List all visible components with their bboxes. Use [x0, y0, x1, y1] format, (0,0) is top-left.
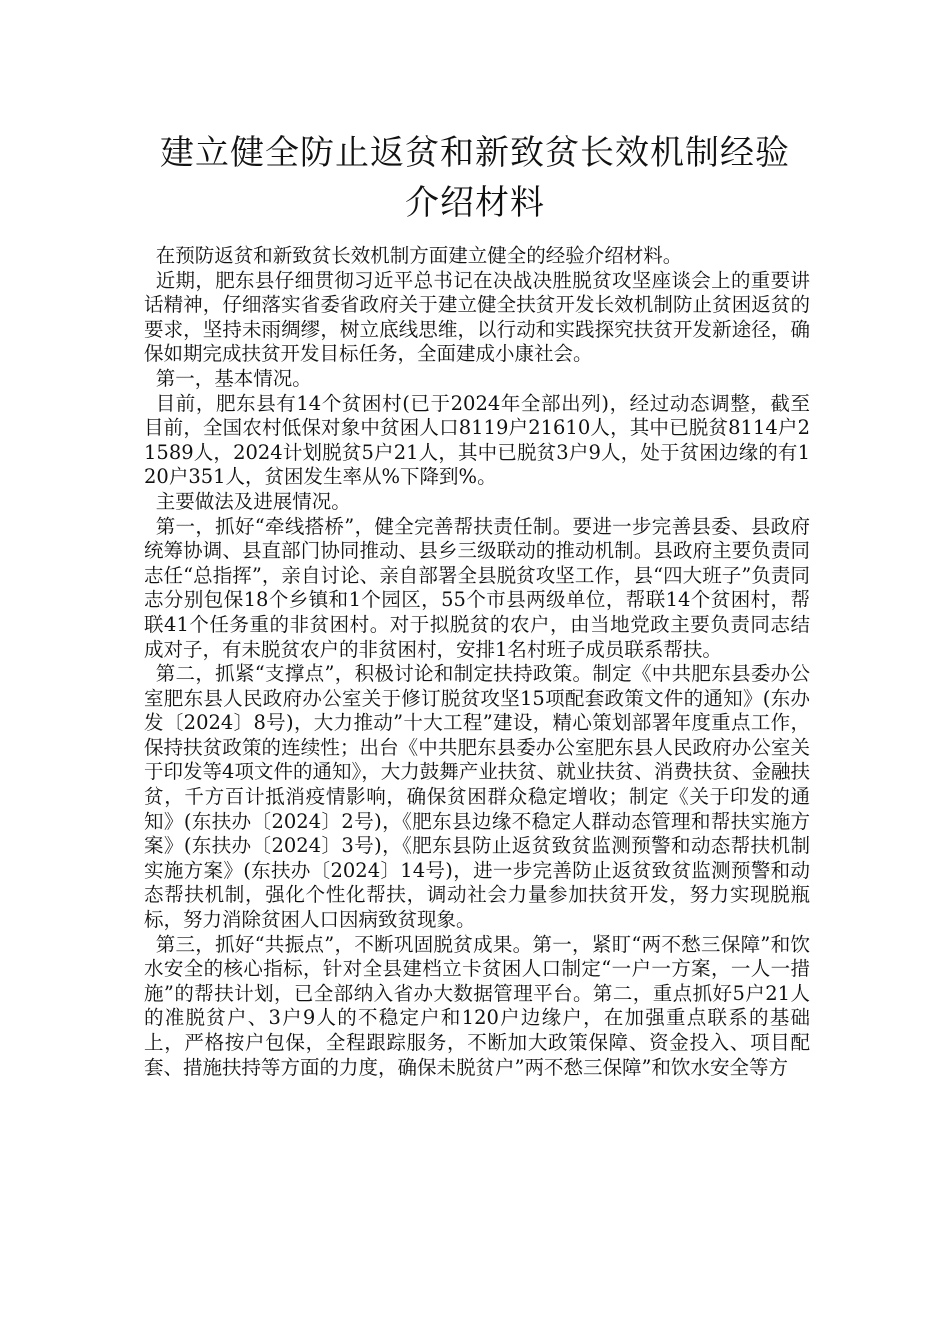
paragraph-practice-1: 第一，抓好“牵线搭桥”，健全完善帮扶责任制。要进一步完善县委、县政府统筹协调、县直部门协同推动、县乡三级联动的推动机制。县政府主要负责同志任“总指挥”，亲自讨论、亲自部署全县脱贫攻坚工作，县“四大班子”负责同志分别包保18个乡镇和1个园区，55个市县两级单位，帮联14个贫困村，帮联41个任务重的非贫困村。对于拟脱贫的农户，由当地党政主要负责同志结成对子，有未脱贫农户的非贫困村，安排1名村班子成员联系帮扶。: [144, 514, 810, 661]
paragraph-intro: 在预防返贫和新致贫长效机制方面建立健全的经验介绍材料。: [155, 244, 683, 267]
paragraph-background: 近期，肥东县仔细贯彻习近平总书记在决战决胜脱贫攻坚座谈会上的重要讲话精神，仔细落实省委省政府关于建立健全扶贫开发长效机制防止贫困返贫的要求，坚持未雨绸缪，树立底线思维，以行动和实践探究扶贫开发新途径，确保如期完成扶贫开发目标任务，全面建成小康社会。: [144, 268, 810, 366]
title-line-1: 建立健全防止返贫和新致贫长效机制经验: [160, 133, 790, 173]
paragraph-practice-2: 第二，抓紧“支撑点”，积极讨论和制定扶持政策。制定《中共肥东县委办公室肥东县人民政府办公室关于修订脱贫攻坚15项配套政策文件的通知》(东办发〔2024〕8号)，大力推动”十大工程”建设，精心策划部署年度重点工作，保持扶贫政策的连续性；出台《中共肥东县委办公室肥东县人民政府办公室关于印发等4项文件的通知》，大力鼓舞产业扶贫、就业扶贫、消费扶贫、金融扶贫，千方百计抵消疫情影响，确保贫困群众稳定增收；制定《关于印发的通知》(东扶办〔2024〕2号)，《肥东县边缘不稳定人群动态管理和帮扶实施方案》(东扶办〔2024〕3号)，《肥东县防止返贫致贫监测预警和动态帮扶机制实施方案》(东扶办〔2024〕14号)，进一步完善防止返贫致贫监测预警和动态帮扶机制，强化个性化帮扶，调动社会力量参加扶贫开发，努力实现脱瓶标，努力消除贫困人口因病致贫现象。: [144, 662, 810, 932]
document-title: [120, 128, 830, 228]
document-body: [144, 244, 810, 1080]
title-line-2: 介绍材料: [405, 183, 545, 223]
section-heading-main-practices: 主要做法及进展情况。: [155, 489, 351, 513]
section-heading-basic-situation: 第一，基本情况。: [155, 366, 312, 390]
paragraph-practice-3: 第三，抓好“共振点”，不断巩固脱贫成果。第一，紧盯“两不愁三保障”和饮水安全的核心指标，针对全县建档立卡贫困人口制定“一户一方案，一人一措施”的帮扶计划，已全部纳入省办大数据管理平台。第二，重点抓好5户21人的准脱贫户、3户9人的不稳定户和120户边缘户，在加强重点联系的基础上，严格按户包保，全程跟踪服务，不断加大政策保障、资金投入、项目配套、措施扶持等方面的力度，确保未脱贫户”两不愁三保障”和饮水安全等方: [144, 932, 810, 1079]
paragraph-basic-situation: 目前，肥东县有14个贫困村(已于2024年全部出列)，经过动态调整，截至目前，全国农村低保对象中贫困人口8119户21610人，其中已脱贫8114户21589人，2024计划脱贫5户21人，其中已脱贫3户9人，处于贫困边缘的有120户351人，贫困发生率从%下降到%。: [144, 391, 810, 489]
